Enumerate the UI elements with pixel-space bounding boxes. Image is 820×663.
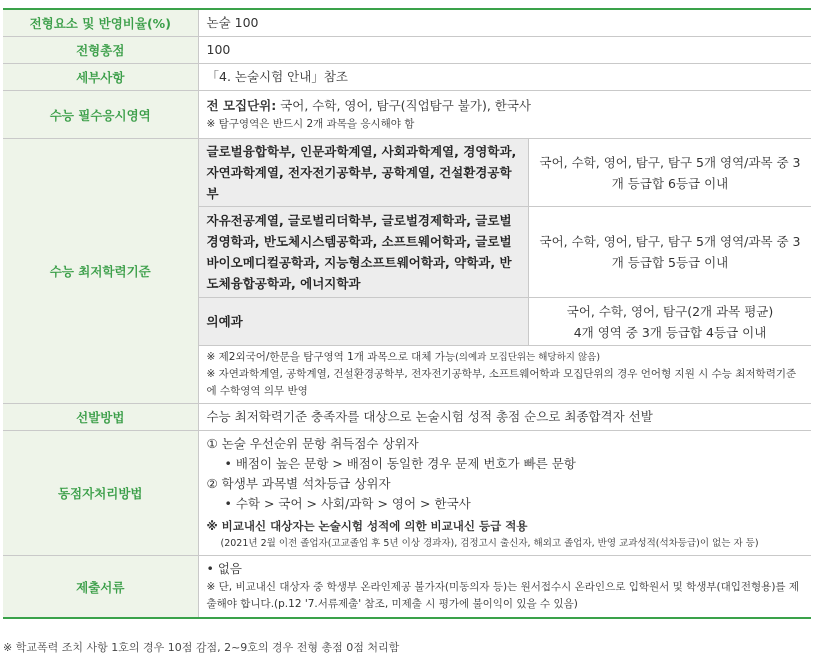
- tie-break-line: ① 논술 우선순위 문항 취득점수 상위자: [206, 436, 419, 451]
- group-departments: 자유전공계열, 글로벌리더학부, 글로벌경제학과, 글로벌경영학과, 반도체시스템공학과, 소프트웨어학과, 글로벌바이오메디컬공학과, 지능형소프트웨어학과, 약학과, 반도체융합공학과, 에너지학과: [199, 207, 529, 298]
- minimum-notes: [199, 346, 812, 404]
- group-criterion: [529, 298, 812, 346]
- row-label: 전형총점: [3, 37, 198, 64]
- group-departments: 글로벌융합학부, 인문과학계열, 사회과학계열, 경영학과, 자연과학계열, 전자전기공학부, 공학계열, 건설환경공학부: [199, 139, 529, 207]
- minimum-group-row: [199, 207, 812, 298]
- group-criterion: 국어, 수학, 영어, 탐구, 탐구 5개 영역/과목 중 3개 등급합 6등급 이내: [529, 139, 812, 207]
- documents-line: • 없음: [206, 561, 242, 576]
- tie-break-note: ※ 비교내신 대상자는 논술시험 성적에 의한 비교내신 등급 적용: [206, 519, 528, 533]
- row-label: 제출서류: [3, 556, 198, 619]
- tie-break-line: • 배점이 높은 문항 > 배점이 동일한 경우 문제 번호가 빠른 문항: [224, 456, 576, 471]
- minimum-note: ※ 제2외국어/한문을 탐구영역 1개 과목으로 대체 가능: [206, 351, 456, 363]
- admission-table: [3, 8, 811, 619]
- row-minimum-standard: [3, 139, 811, 404]
- documents-note: ※ 단, 비교내신 대상자 중 학생부 온라인제공 불가자(미동의자 등)는 원서접수시 온라인으로 입학원서 및 학생부(대입전형용)를 제출해야 합니다.(p.12 '7.서류제출' 참조, 미제출 시 평가에 불이익이 있을 수 있음): [206, 581, 800, 610]
- row-total-score: [3, 37, 811, 64]
- row-label: 동점자처리방법: [3, 431, 198, 556]
- row-value: [198, 431, 811, 556]
- row-details: [3, 64, 811, 91]
- minimum-standard-table: [199, 139, 812, 403]
- row-value: [198, 91, 811, 139]
- bold-prefix: 전 모집단위:: [206, 98, 277, 113]
- footnote: ※ 학교폭력 조치 사항 1호의 경우 10점 감점, 2~9호의 경우 전형 총점 0점 처리함: [3, 641, 400, 654]
- group-departments: 의예과: [199, 298, 529, 346]
- minimum-note-sub: (의예과 모집단위는 해당하지 않음): [455, 352, 601, 363]
- row-required-areas: [3, 91, 811, 139]
- row-label: 전형요소 및 반영비율(%): [3, 9, 198, 37]
- required-areas-text: 국어, 수학, 영어, 탐구(직업탐구 불가), 한국사: [276, 98, 531, 113]
- row-tie-break: [3, 431, 811, 556]
- required-areas-note: ※ 탐구영역은 반드시 2개 과목을 응시해야 함: [206, 118, 415, 130]
- row-value: [198, 556, 811, 619]
- row-value: 100: [198, 37, 811, 64]
- row-label: 수능 최저학력기준: [3, 139, 198, 404]
- minimum-group-row: [199, 139, 812, 207]
- minimum-group-row: [199, 298, 812, 346]
- row-value: 「4. 논술시험 안내」참조: [198, 64, 811, 91]
- row-label: 수능 필수응시영역: [3, 91, 198, 139]
- row-selection-factors: [3, 9, 811, 37]
- criterion-line: 4개 영역 중 3개 등급합 4등급 이내: [573, 324, 767, 340]
- minimum-note: ※ 자연과학계열, 공학계열, 건설환경공학부, 전자전기공학부, 소프트웨어학과 모집단위의 경우 언어형 지원 시 수능 최저학력기준에 수학영역 의무 반영: [206, 368, 797, 397]
- tie-break-note-sub: (2021년 2월 이전 졸업자(고교졸업 후 5년 이상 경과자), 검정고시 출신자, 해외고 졸업자, 반영 교과성적(석차등급)이 없는 자 등): [220, 538, 759, 549]
- row-label: 세부사항: [3, 64, 198, 91]
- row-selection-method: [3, 404, 811, 431]
- row-value: [198, 139, 811, 404]
- admission-table-container: [3, 8, 811, 619]
- row-documents: [3, 556, 811, 619]
- group-criterion: 국어, 수학, 영어, 탐구, 탐구 5개 영역/과목 중 3개 등급합 5등급 이내: [529, 207, 812, 298]
- criterion-line: 국어, 수학, 영어, 탐구(2개 과목 평균): [566, 303, 774, 319]
- tie-break-line: ② 학생부 과목별 석차등급 상위자: [206, 476, 391, 491]
- row-value: 논술 100: [198, 9, 811, 37]
- row-value: 수능 최저학력기준 충족자를 대상으로 논술시험 성적 총점 순으로 최종합격자 선발: [198, 404, 811, 431]
- row-label: 선발방법: [3, 404, 198, 431]
- tie-break-line: • 수학 > 국어 > 사회/과학 > 영어 > 한국사: [224, 496, 471, 511]
